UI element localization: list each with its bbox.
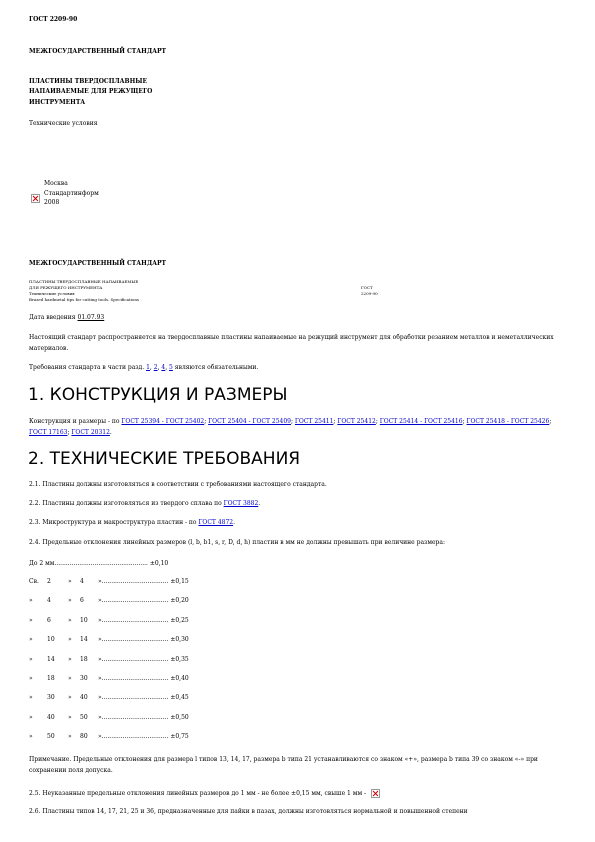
tolerance-row: [29, 675, 259, 684]
tolerance-row: [29, 578, 259, 587]
paragraph-2-5-text: 2.5. Неуказанные предельные отклонения линейных размеров до 1 мм - не более ±0,15 мм, свыше 1 мм -: [29, 790, 367, 797]
tolerance-to: 40: [80, 694, 88, 702]
broken-image-icon: [31, 194, 40, 203]
link-section-1[interactable]: 1: [146, 364, 150, 371]
tolerance-sep: »: [68, 597, 72, 605]
tolerance-to: 6: [80, 597, 84, 605]
title-line-3: ИНСТРУМЕНТА: [29, 99, 86, 106]
link-gost-25414-25416[interactable]: ГОСТ 25414 - ГОСТ 25416: [379, 418, 463, 425]
subtitle: Технические условия: [29, 120, 98, 127]
link-gost-20312[interactable]: ГОСТ 20312: [71, 429, 110, 436]
standard-type-heading: МЕЖГОСУДАРСТВЕННЫЙ СТАНДАРТ: [29, 48, 167, 55]
tolerance-row: [29, 714, 259, 723]
tolerance-prefix: Св.: [29, 578, 39, 585]
construction-prefix: Конструкция и размеры - по: [29, 418, 120, 425]
tolerance-to: 14: [80, 636, 88, 644]
tolerance-row: [29, 656, 259, 665]
tolerance-to: 18: [80, 655, 88, 663]
tolerance-value: »................................... ±0,50: [98, 713, 189, 721]
paragraph-2-1: 2.1. Пластины должны изготовляться в соответствии с требованиями настоящего стандарта.: [29, 481, 327, 488]
document-code: ГОСТ 2209-90: [29, 16, 78, 23]
publisher-city: Москва: [44, 180, 68, 187]
tolerance-prefix: »: [29, 636, 33, 644]
paragraph-2-4: 2.4. Предельные отклонения линейных размеров (l, b, b1, s, r, D, d, h) пластин в мм не должны превышать при величине размера:: [29, 539, 445, 546]
note-paragraph: Примечание. Предельные отклонения для размера l типов 13, 14, 17, размера b типа 21 устанавливаются со знаком «+», размера b типа 39 со знаком «-» при сохранении поля допуска.: [29, 756, 538, 774]
link-gost-25394-25402[interactable]: ГОСТ 25394 - ГОСТ 25402: [121, 418, 205, 425]
tolerance-from: 14: [47, 655, 55, 663]
tolerance-from: 10: [47, 636, 55, 644]
tolerance-prefix: »: [29, 616, 33, 624]
tolerance-sep: »: [68, 655, 72, 663]
tolerance-prefix: »: [29, 597, 33, 605]
tolerance-prefix: »: [29, 733, 33, 741]
tolerance-from: 30: [47, 694, 55, 702]
tolerance-value: »................................... ±0,30: [98, 636, 189, 644]
section-2-heading: 2. ТЕХНИЧЕСКИЕ ТРЕБОВАНИЯ: [28, 449, 301, 469]
tolerance-prefix: »: [29, 675, 33, 682]
tolerance-value: »................................... ±0,20: [98, 597, 189, 605]
tolerance-sep: »: [68, 713, 72, 721]
title-line-1: ПЛАСТИНЫ ТВЕРДОСПЛАВНЫЕ: [29, 78, 148, 85]
tolerance-value: »................................... ±0,75: [98, 733, 189, 741]
tolerance-prefix: »: [29, 655, 33, 663]
tolerance-row: [29, 694, 259, 703]
tolerance-sep: »: [68, 733, 72, 741]
link-gost-3882[interactable]: ГОСТ 3882: [223, 500, 259, 507]
tolerance-to: 4: [80, 578, 84, 585]
link-gost-25411[interactable]: ГОСТ 25411: [294, 418, 334, 425]
paragraph-2-2-text: 2.2. Пластины должны изготовляться из твердого сплава по: [29, 500, 222, 507]
standard-type-heading-2: МЕЖГОСУДАРСТВЕННЫЙ СТАНДАРТ: [29, 260, 167, 267]
tolerance-from: 2: [47, 578, 51, 585]
paragraph-2-2: 2.2. Пластины должны изготовляться из твердого сплава по ГОСТ 3882.: [29, 500, 261, 507]
tolerance-from: 50: [47, 733, 55, 741]
title-line-2: НАПАИВАЕМЫЕ ДЛЯ РЕЖУЩЕГО: [29, 88, 153, 95]
intro-date-value: 01.07.93: [77, 314, 105, 321]
tolerance-value: »................................... ±0,35: [98, 655, 189, 663]
small-title-3: Технические условия: [29, 291, 75, 296]
paragraph-2-5: [29, 789, 380, 798]
requirements-line: Требования стандарта в части разд. 1, 2, 4, 5 являются обязательными.: [29, 364, 259, 371]
tolerance-to: 10: [80, 616, 88, 624]
paragraph-2-3: 2.3. Микроструктура и макроструктура пластин - по ГОСТ 4872.: [29, 519, 236, 526]
tolerance-prefix: »: [29, 713, 33, 721]
gost-number: 2209-90: [361, 291, 378, 296]
link-section-4[interactable]: 4: [161, 364, 166, 371]
section-1-heading: 1. КОНСТРУКЦИЯ И РАЗМЕРЫ: [28, 385, 288, 405]
intro-date-line: [29, 314, 104, 322]
gost-label: ГОСТ: [361, 285, 373, 290]
tolerance-from: 18: [47, 675, 55, 682]
tolerance-value: »................................... ±0,45: [98, 694, 189, 702]
link-section-5[interactable]: 5: [169, 364, 173, 371]
link-section-2[interactable]: 2: [153, 364, 158, 371]
small-title-4: Brazed hardmetal tips for cutting tools. Specifications: [29, 297, 139, 302]
link-gost-25404-25409[interactable]: ГОСТ 25404 - ГОСТ 25409: [208, 418, 291, 425]
tolerance-sep: »: [68, 675, 72, 682]
tolerance-value: »................................... ±0,15: [98, 578, 189, 585]
tolerance-prefix: »: [29, 694, 33, 702]
paragraph-2-3-text: 2.3. Микроструктура и макроструктура пластин - по: [29, 519, 197, 526]
publisher-year: 2008: [44, 199, 60, 206]
link-gost-4872[interactable]: ГОСТ 4872: [198, 519, 234, 526]
tolerance-first-row: До 2 мм................................................. ±0,10: [29, 560, 169, 567]
tolerance-to: 50: [80, 713, 88, 721]
tolerance-from: 40: [47, 713, 55, 721]
small-title-2: ДЛЯ РЕЖУЩЕГО ИНСТРУМЕНТА: [29, 285, 103, 290]
tolerance-row: [29, 733, 259, 742]
intro-paragraph: Настоящий стандарт распространяется на твердосплавные пластины напаиваемые на режущий инструмент для обработки резанием металлов и неметаллических материалов.: [29, 334, 554, 352]
tolerance-to: 30: [80, 675, 88, 682]
tolerance-sep: »: [68, 636, 72, 644]
small-title-1: ПЛАСТИНЫ ТВЕРДОСПЛАВНЫЕ НАПАИВАЕМЫЕ: [29, 279, 139, 284]
tolerance-row: [29, 617, 259, 626]
publisher-name: Стандартинформ: [44, 190, 99, 197]
tolerance-sep: »: [68, 616, 72, 624]
link-gost-17163[interactable]: ГОСТ 17163: [29, 429, 68, 436]
tolerance-sep: »: [68, 694, 72, 702]
broken-formula-image-icon: [371, 789, 380, 798]
tolerance-value: »................................... ±0,40: [98, 675, 189, 682]
tolerance-sep: »: [68, 578, 72, 585]
tolerance-value: »................................... ±0,25: [98, 616, 189, 624]
tolerance-to: 80: [80, 733, 88, 741]
link-gost-25418-25426[interactable]: ГОСТ 25418 - ГОСТ 25426: [466, 418, 550, 425]
requirements-prefix: Требования стандарта в части разд.: [29, 364, 145, 371]
paragraph-2-6: 2.6. Пластины типов 14, 17, 21, 25 и 36, предназначенные для пайки в пазах, должны изготовляться нормальной и повышенной степени: [29, 808, 468, 815]
tolerance-row: [29, 636, 259, 645]
tolerance-row: [29, 597, 259, 606]
intro-date-label: Дата введения: [29, 314, 76, 321]
link-gost-25412[interactable]: ГОСТ 25412: [337, 418, 376, 425]
tolerance-from: 4: [47, 597, 51, 605]
construction-paragraph: Конструкция и размеры - по ГОСТ 25394 - ГОСТ 25402; ГОСТ 25404 - ГОСТ 25409; ГОСТ 25411; ГОСТ 25412; ГОСТ 25414 - ГОСТ 25416; ГОСТ 25418 - ГОСТ 25426; ГОСТ 17163; ГОСТ 20312.: [29, 418, 552, 436]
requirements-suffix: являются обязательными.: [174, 364, 259, 371]
tolerance-from: 6: [47, 616, 51, 624]
